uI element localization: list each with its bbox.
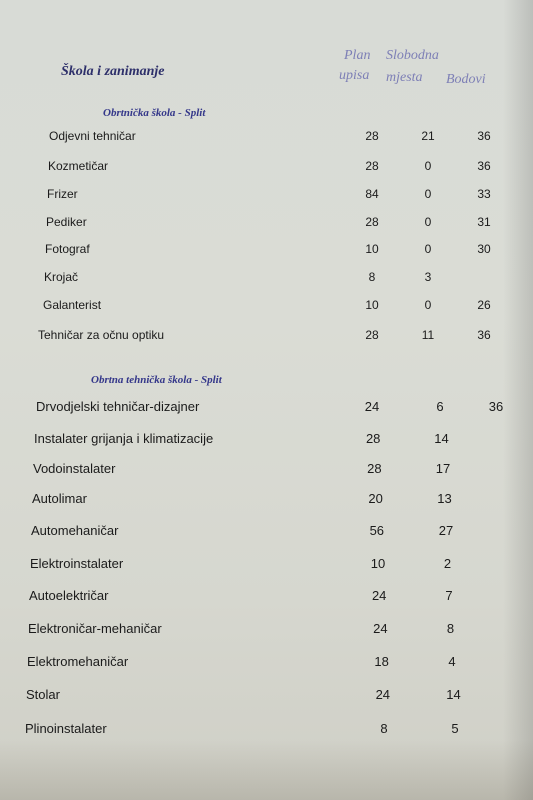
table-row xyxy=(0,213,533,231)
plan-upisa-value: 24 xyxy=(371,588,387,603)
occupation-name: Elektromehaničar xyxy=(27,654,129,669)
slobodna-mjesta-value: 14 xyxy=(446,687,461,702)
section-title-obrtnicka: Obrtnička škola - Split xyxy=(103,107,206,119)
bodovi-value: 36 xyxy=(488,399,504,414)
slobodna-mjesta-value: 21 xyxy=(421,129,435,143)
plan-upisa-value: 24 xyxy=(364,399,380,414)
slobodna-mjesta-value: 17 xyxy=(435,461,451,476)
occupation-name: Elektroinstalater xyxy=(30,556,124,571)
page-bottom-shadow xyxy=(0,740,533,800)
bodovi-value: 36 xyxy=(477,129,491,143)
slobodna-mjesta-value: 7 xyxy=(445,588,453,603)
slobodna-mjesta-value: 6 xyxy=(436,399,444,414)
plan-upisa-value: 24 xyxy=(375,687,391,702)
table-row xyxy=(0,686,533,704)
slobodna-mjesta-value: 0 xyxy=(424,215,432,229)
occupation-name: Autoelektričar xyxy=(29,588,109,603)
table-row xyxy=(0,185,533,203)
occupation-name: Galanterist xyxy=(43,298,102,312)
slobodna-mjesta-value: 13 xyxy=(437,491,452,506)
occupation-name: Drvodjelski tehničar-dizajner xyxy=(36,399,200,414)
slobodna-mjesta-value: 0 xyxy=(424,159,432,173)
slobodna-mjesta-value: 5 xyxy=(451,721,459,736)
slobodna-mjesta-value: 3 xyxy=(424,270,432,284)
plan-upisa-value: 28 xyxy=(365,129,379,143)
plan-upisa-value: 10 xyxy=(365,242,379,256)
plan-upisa-value: 10 xyxy=(370,556,386,571)
plan-upisa-value: 28 xyxy=(365,328,379,342)
occupation-name: Odjevni tehničar xyxy=(49,129,136,143)
plan-upisa-value: 84 xyxy=(365,187,379,201)
occupation-name: Fotograf xyxy=(45,242,90,256)
plan-upisa-value: 20 xyxy=(368,491,383,506)
table-row xyxy=(0,522,533,540)
bodovi-value: 36 xyxy=(477,328,491,342)
plan-upisa-value: 28 xyxy=(367,461,382,476)
table-row xyxy=(0,127,533,145)
slobodna-mjesta-value: 4 xyxy=(448,654,456,669)
table-row xyxy=(0,430,533,448)
plan-upisa-value: 28 xyxy=(365,159,379,173)
occupation-name: Tehničar za očnu optiku xyxy=(38,328,165,342)
occupation-name: Automehaničar xyxy=(31,523,119,538)
col-slobodna-line1: Slobodna xyxy=(386,48,439,63)
table-row xyxy=(0,296,533,314)
page-title: Škola i zanimanje xyxy=(61,64,165,79)
slobodna-mjesta-value: 14 xyxy=(434,431,449,446)
slobodna-mjesta-value: 27 xyxy=(438,523,454,538)
slobodna-mjesta-value: 8 xyxy=(446,621,455,636)
occupation-name: Vodoinstalater xyxy=(33,461,116,476)
plan-upisa-value: 8 xyxy=(368,270,376,284)
occupation-name: Frizer xyxy=(47,187,78,201)
table-row xyxy=(0,720,533,738)
table-row xyxy=(0,460,533,478)
plan-upisa-value: 24 xyxy=(373,621,388,636)
bodovi-value: 36 xyxy=(477,159,491,173)
table-row xyxy=(0,620,533,638)
occupation-name: Kozmetičar xyxy=(48,159,109,173)
table-row xyxy=(0,587,533,605)
bodovi-value: 30 xyxy=(477,242,491,256)
occupation-name: Pediker xyxy=(46,215,87,229)
occupation-name: Krojač xyxy=(44,270,79,284)
slobodna-mjesta-value: 0 xyxy=(424,242,432,256)
plan-upisa-value: 28 xyxy=(365,431,381,446)
plan-upisa-value: 10 xyxy=(365,298,379,312)
table-row xyxy=(0,398,533,416)
table-row xyxy=(0,268,533,286)
occupation-name: Instalater grijanja i klimatizacije xyxy=(34,431,214,446)
occupation-name: Autolimar xyxy=(32,491,87,506)
col-bodovi: Bodovi xyxy=(446,72,486,87)
table-row xyxy=(0,555,533,573)
col-plan-line1: Plan xyxy=(344,48,371,63)
table-row xyxy=(0,326,533,344)
slobodna-mjesta-value: 0 xyxy=(424,187,432,201)
table-row xyxy=(0,240,533,258)
occupation-name: Plinoinstalater xyxy=(25,721,107,736)
bodovi-value: 33 xyxy=(477,187,491,201)
occupation-name: Stolar xyxy=(26,687,60,702)
col-slobodna-line2: mjesta xyxy=(386,70,423,85)
slobodna-mjesta-value: 0 xyxy=(424,298,432,312)
slobodna-mjesta-value: 2 xyxy=(443,556,452,571)
occupation-name: Elektroničar-mehaničar xyxy=(28,621,162,636)
bodovi-value: 31 xyxy=(477,215,491,229)
plan-upisa-value: 28 xyxy=(365,215,379,229)
bodovi-value: 26 xyxy=(477,298,491,312)
slobodna-mjesta-value: 11 xyxy=(421,328,435,342)
table-row xyxy=(0,653,533,671)
table-row xyxy=(0,490,533,508)
plan-upisa-value: 8 xyxy=(380,721,388,736)
plan-upisa-value: 56 xyxy=(369,523,385,538)
plan-upisa-value: 18 xyxy=(374,654,389,669)
section-title-obrtna-tehnicka: Obrtna tehnička škola - Split xyxy=(91,374,222,386)
col-plan-line2: upisa xyxy=(339,68,370,83)
table-row xyxy=(0,157,533,175)
